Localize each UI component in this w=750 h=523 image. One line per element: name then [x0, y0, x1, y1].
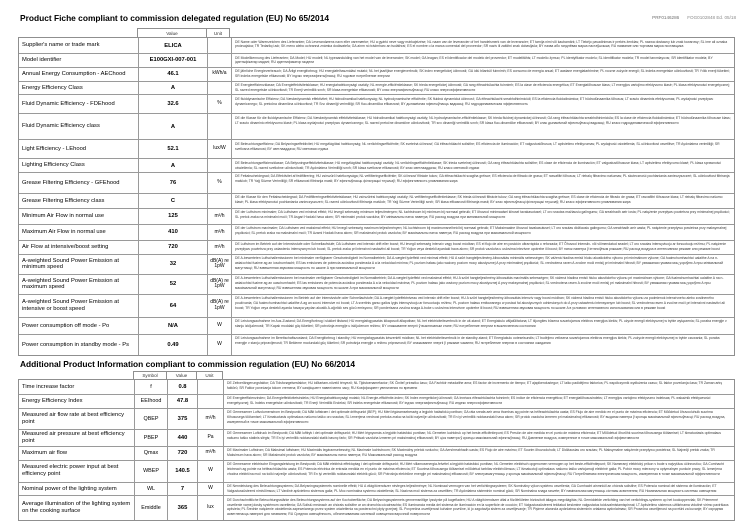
row-unit: Pa: [197, 430, 223, 446]
column-header-value: Value: [166, 30, 178, 36]
row-value: 125: [138, 209, 207, 224]
row-description: DE Modellkennung des Lieferanten; DA Model; HU modell; NL typeaanduiding van het model van de leverancier; SK model; GA leagan; ES el identificador del modelo del proveedor; ET mudelitähis; LT modelio žymuo; PL identyfikator modelu; SL identifikator modela; TR model tanımlayıcısı; SR identifikator modela; BY ідэнтыфікатар мадэлі; RU идентификатор модели: [231, 54, 734, 67]
table-row: [19, 95, 734, 114]
row-symbol: WL: [134, 483, 167, 496]
row-unit: W: [207, 335, 231, 355]
row-value: 52: [138, 275, 207, 294]
table-row: [19, 54, 734, 68]
row-label: Minimum Air Flow in normal use: [22, 213, 105, 220]
row-unit: [207, 159, 231, 172]
row-description: DE Nennleistung des Beleuchtungssystems; DA Belysningssystemets nominelle effekt; HU A világítórendszer névleges teljesítménye; NL Nominaal vermogen van het verlichtingssysteem; SK Nominálny výkon systému osvetlenia; GA Cumhacht ainmniúil an chórais soilsithe; ES Potencia nominal del sistema de iluminación; ET Valgustussüsteemi nimivõimsus; LT Vardinė apšvietimo sistemos galia; PL Moc nominalna systemu oświetlenia; SL Nazivna moč sistema za osvetlitev; TR Aydınlatma sisteminin nominal gücü; SR Nominalna snaga rasvete; BY намінальная магутнасць сістэмы асвятлення; RU Номинальная мощность системы освещения: [223, 483, 734, 496]
row-label: Nominal power of the lighting system: [22, 485, 117, 492]
row-description: DE jährliche Energieverbrauch; DA Årligt energiforbrug; HU energiafelhasználási mutató; NL het jaarlijkse energieverbruik; SK index energetickej účinnosti; GA ídiú bliantúil fuinnimh; ES consumo de energía anual; ET aastane energiatarbimine; PL roczne zużycie energii; SL indeks energetske učinkovitosti; TR Yıllık enerji tüketimi; SR indeks energetske efikasnosti; BY індэкс энергаэфектыўнасці; RU годовое потребление энергии: [231, 68, 734, 81]
row-value: A: [138, 82, 207, 95]
row-value: 7: [167, 483, 197, 496]
row-symbol: WBEP: [134, 461, 167, 482]
row-label: Fluid Dynamic Efficiency - FDEhood: [22, 100, 115, 107]
row-label: Grease Filtering Efficiency class: [22, 197, 105, 204]
table-row: [19, 255, 734, 275]
row-description: DE Leistungsaufnahme im Aus-Zustand; DA Energiforbrug i slukket tilstand; HU energiafogyasztás kikapcsolt állapotban; NL het elektriciteitsverbruik in de uit-stand; ET Energiakulu väljalülitatuna; LT išjungties būsena suvartojamos elektros energijos kiekis; PL użycie energii elektrycznej w trybie wyłączenia; SL poraba energije v stanju izključenosti; TR Kapalı moddaki güç tüketimi; SR potrošnja energije u isključenom režimu; BY спажыванне энергіі ў выключаным стане; RU потребление энергии в выключенном состоянии: [231, 318, 734, 334]
table-row: [19, 395, 734, 409]
row-label: Measured air flow rate at best efficiency point: [22, 412, 125, 425]
row-description: DE Luftstrom im Betrieb auf der Intensivstufe oder Schnellaufstufe; DA Luftstrøm ved intensiv drift eller boost; HU levegő sebesség intenzív vagy boost módban; ES el flujo de aire en posición ultrarrápida o reforzada; ET Õhuvool intensiiv- või võimendatud seadel; LT oro srautas intensyviuoju ar forsuotuoju režimu; PL natężenie przepływu powietrza przy ustawieniu intensywnym lub boost; SL pretok zraka pri intenzivni nastavitvi ali boost; TR Yoğun veya destekli ayardaki hava akımı; SR protok vazduha u uslovima intezivne upotrebe ili boost; BY паток паветра ў інтэнсіўным рэжыме; RU расход воздуха в интенсивном режиме или режиме boost: [231, 241, 734, 254]
table-row: [19, 140, 734, 159]
row-unit: W: [197, 483, 223, 496]
table-row: [19, 68, 734, 82]
row-label: Power consumption off mode - Po: [22, 322, 110, 329]
row-unit: [207, 114, 231, 139]
row-value: 0.49: [138, 335, 207, 355]
row-value: N/A: [138, 318, 207, 334]
row-unit: %: [207, 173, 231, 193]
table-row: [19, 447, 734, 461]
table-row: [19, 241, 734, 255]
table-row: [19, 496, 734, 520]
row-value: 46.1: [138, 68, 207, 81]
table2-column-headers: [133, 371, 223, 379]
row-value: 0.8: [167, 380, 197, 394]
row-description: DE A-bewerteten Luftschallemissionen im Betrieb auf der Intensivstufe oder Schnellaufstufe; DA A-vægtet lydeffektniveau ved intensiv drift eller boost; HU A szűrt hangteljesítmény-kibocsátás intenzív vagy boost módban; SK vážená hladina emisií hluku akustického výkonu za podmienok intenzívneho alebo zosilneného používania; GA fuaimchumhachtaí ualaithe A ag an socrú intensive nó boost; LT A svertinis garso galios lygis intensyviuoju ar forsuotuoju režimu; PL poziom hałasu emitowanego w postaci fal akustycznych odniesionych do A przy ustawieniu intensywnym lub boost; SL vrednotena raven A zvočne moči pri intenzivni nastavitvi ali boost; TR Yoğun veya destekli ayarda havaya yayılan akustik A-ağırlıklı ses gücü emisyonu; SR ponderisana zvučna snaga A-buke u uslovima intenzivne upotrebe ili boost; RU взвешенная звуковая мощность по шкале A в условиях интенсивного использования или в режиме boost: [231, 295, 734, 317]
row-value: 140.5: [167, 461, 197, 482]
doc-code-secondary: FOG0102848 Ed. 05/18: [687, 15, 736, 20]
row-unit: m³/h: [207, 209, 231, 224]
row-unit: kWh/a: [207, 68, 231, 81]
table-row: [19, 409, 734, 430]
row-value: ELICA: [138, 38, 207, 53]
table1-column-headers: [137, 28, 230, 37]
table-row: [19, 461, 734, 483]
table-row: [19, 209, 734, 225]
table-row: [19, 194, 734, 209]
row-description: DE Gemessener Luftdruck im Bestpunkt; DA Målt lufttryk i det optimale driftspunkt; HU Mért légnyomás a legjobb hatásfokú pontban; NL Gemeten luchtdruk op het beste-efficiëntiepunt; ES Presión de aire medida en el punto de máxima eficiencia; ET Mõõdetud õhurõhk suurima tõhususega töötamisel; LT išmatuotasis optimalaus našumo taško statinis slėgis; TR En iyi verimlilik noktasındaki statik basınç farkı; SR Pritisak vazduha izmeren pri maksimalnoj efikasnosti; BY ціск паветра ў кропцы максімальнай эфектыўнасці; RU Давление воздуха, измеренное в точке максимальной эффективности: [223, 430, 734, 446]
table-row: [19, 275, 734, 295]
product-fiche-table: [18, 37, 735, 356]
doc-code-primary: PRF0146286: [652, 15, 680, 20]
row-value: 440: [167, 430, 197, 446]
row-description: DE Energieeffizienzindex; DA Energieffektivitetsindeks; HU Energiahatékonysági mutató; NL Energie-efficiëntie-index; SK Index energetickej účinnosti; GA Innéacs éifeachtúlachta fuinnimh; ES índice de eficiencia energética; ET energiatõhususindeks; LT energijos vartojimo efektyvumo indeksas; PL wskaźnik efektywności energetycznej; SL Indeks energetske učinkovitosti; TR Enerji Verimlilik Endeksi; SR indeks energetske efikasnosti; BY індэкс энергаэфектыўнасці; RU индекс энергоэффективности: [223, 395, 734, 408]
row-value: 47.8: [167, 395, 197, 408]
row-description: DE A-bewerteten Luftschallemissionen bei maximaler verfügbarer Geschwindigkeit im Normalbetrieb; DA A-vægtet lydeffekt ved maksimal effekt; HU A szűrt hangteljesítmény-kibocsátás maximális sebességen; SK vážená hladina emisií hluku akustického výkonu pri maximálnom výkone; GA fuaimchumhachtaí ualaithe A na n-astaíochtaí fuaime ag an uaschumhacht; ES las emisiones de potencia acústica ponderada A a la velocidad máxima; PL poziom hałasu jako ważony poziom mocy akustycznej A przy maksymalnej prędkości; SL vrednotena raven A zvočne moči emisij pri maksimalni hitrosti; BY узважаная гукавая моц узроўню A пры максімальнай магутнасці; RU взвешенная звуковая мощность по шкале A при максимальной мощности: [231, 275, 734, 294]
row-unit: [207, 54, 231, 67]
row-value: 720: [167, 447, 197, 460]
row-description: DE Maximaler Luftstrom; DA Maksimal luftstrøm; HU Maximális legáramsebesség; NL Maximale luchtstroom; SK Maximálny prietok vzduchu; GA Aershreabhadh uasta; ES Flujo de aire máximo; ET Suurim õhuvooluhulk; LT Didžiausias oro srautas; PL Maksymalne natężenie przepływu powietrza; SL Največji pretok zraka; TR Maksimum hava akımı; SR Maksimalni protok vazduha; BY максімальны паток паветра; RU Максимальный расход воздуха: [223, 447, 734, 460]
row-label: A-weighted Sound Power Emission at intensive or boost speed: [22, 299, 119, 312]
row-value: 52.1: [138, 140, 207, 158]
row-label: Model identifier: [22, 56, 62, 63]
row-value: A: [138, 159, 207, 172]
row-unit: [207, 82, 231, 95]
row-label: Supplier's name or trade mark: [22, 42, 100, 49]
row-label: Measured electric power input at best efficiency point: [22, 464, 119, 478]
table-row: [19, 38, 734, 54]
row-description: DE Name oder Warenzeichen des Lieferanten; DA Leverandørens navn eller varemærke; HU a gyártó neve vagy márkajelzése; NL naam van de leverancier of het handelsmerk van de leverancier; ET tarnija nimi või kaubamärk; LT Tiekėjo pavadinimas ir prekės ženklas; PL nazwa dostawcy lub znak towarowy; SL ime ali oznaka proizvajalca; TR Tedarikçi adı; SK meno alebo ochranná známka dodávateľa; GA ainm nó trádmharc an tsoláthraí; ES el nombre o la marca comercial del proveedor; SR naziv ili zaštitni znak dobavljača; BY назва або гандлёвая марка пастаўшчыка; RU название или торговая марка поставщика: [231, 38, 734, 53]
row-label: Fluid Dynamic Efficiency class: [22, 123, 100, 130]
row-description: DE Durchschnittliche Beleuchtungsstärke des Beleuchtungssystems auf der Kochoberfläche; DA Belysningssystemets gennemsnitlige lysstyrke på kogefladen; HU A világítórendszer által a főzőfelületen biztosított átlagos megvilágítás; NL Gemiddelde verlichting van het verlichtings-systeem op het kookoppervlak; SK Priemerné osvetlenie varnej dosky systémom osvetlenia; GA Soilsiú meánach an chórais soilsithe ar an dromchla cócaireachta; ES iluminancia media del sistema de iluminación en la superficie de cocción; ET Valgustussüsteemi tekitatud keskmine valgustatus toiduvalmistamispinnal; LT Apšvietimo sistemos užtikrinama vidutinė virimo paviršiaus apšvieta; PL Średnie natężenie oświetlenia zapewnianego przez system oświetlenia na powierzchni płyty grzejnej; SL Povprečna osvetljenost kuhalne površine, ki jo zagotavlja sistem za osvetljevanje; TR Pişirme alanında aydınlatma sisteminin ortalama aydınlatması; SR Prosečna osvetljenost na površini za kuvanje; BY сярэдняя асветленасць паверхні для гатавання; RU Средняя освещённость, обеспечиваемая системой освещения варочной поверхности: [223, 496, 734, 520]
row-unit: [207, 38, 231, 53]
row-value: A: [138, 114, 207, 139]
row-value: 32: [138, 255, 207, 274]
row-label: Energy Efficiency Class: [22, 84, 83, 91]
row-label: Light Efficiency - LEhood: [22, 145, 87, 152]
row-description: DE die Klasse für den Fettabscheidegrad; DA Fedtfiltreringseffektivitetsklasse; HU zsírszűrési hatékonysági osztály; NL vetfilteringsefficiëntieklasse; SK trieda účinnosti filtrácie tukov; GA rang éifeachtúlachta scagtha gréisce; ES clase de eficiencia de filtrado de grasa; ET rasvafiltri tõhususe klass; LT riebalų filtravimo našumo klasė; PL klasa efektywności pochłaniania zanieczyszczeń; SL razred učinkovitosti filtriranja maščob; TR Yağ Süzme Verimliliği sınıfı; SR klasa efikasnosti filtriranja masti; BY клас эфектыўнасці фільтрацыі тлушчаў; RU класс эффективности улавливания жира: [231, 194, 734, 208]
row-description: DE der Luftstrom maximaler; DA Luftstrøm ved maksimal effekt; HU levegő sebesség maximum teljesítményen; NL luchtstroom bij maximumsnelheid bij normaal gebruik; ET Maksimaalne õhuvool tavakasutusel; LT oro srautas didžiausiu galingumu; GA sreabhadh aeir uasta; PL natężenie przepływu powietrza przy maksymalnej prędkości; SL pretok zraka na maksimalni moči; TR Azami Hızdaki hava akımı; SR maksimalni protok vazduha; BY максімальны паток паветра; RU расход воздуха при максимальной мощности: [231, 225, 734, 240]
row-description: DE Zeitverlängerungsfaktor; DA Tidsforøgelsesfaktor; HU időtartam-növelő tényező; NL Tijdstoenamefactor; SK Činiteľ prírastku času; GA Fachtóir méadaithe ama; ES factor de incremento de tiempo; ET ajapikendustegur; LT laiko padidėjimo faktorius; PL współczynnik wydłużenia czasu; SL faktor povečanja časa; TR Zaman artış faktörü; SR Faktor povećanja tokom vremena; BY каэфіцыент павелічэння часу; RU Коэффициент увеличения по времени: [223, 380, 734, 394]
table-row: [19, 430, 734, 447]
table-row: [19, 159, 734, 173]
row-value: 375: [167, 409, 197, 429]
table-row: [19, 225, 734, 241]
row-description: DE Energieeffizienzklasse; DA Energieffektivitetsklasse; HU energiahatékonysági osztály; NL energie-efficiëntieklasse; SK trieda energetickej účinnosti; GA rang éifeachtúlachta fuinnimh; ES la clase de eficiencia energética; ET Energiatõhususe klass; LT energijos vartojimo efektyvumo klasė; PL klasa efektywności energetycznej; SL razred energetske učinkovitosti; TR Enerji verimlilik sınıfı; SR klasa energetske efikasnosti; BY клас энергаэфектыўнасці; RU класс энергоэффективности: [231, 82, 734, 95]
row-unit: m³/h: [207, 225, 231, 240]
row-label: Annual Energy Consumption - AEChood: [22, 70, 126, 77]
row-unit: W: [207, 318, 231, 334]
row-value: 720: [138, 241, 207, 254]
row-description: DE Fettabscheidegrad; DA Effektivitet af fedtfiltrering; HU zsírszűrő hatékonysága; NL vetfilteringsefficiëntie; SK účinnosť filtrácie tukov; GA éifeachtúlacht scagtha gréisce; ES eficiencia de filtrado de grasa; ET rasvafiltri tõhusus; LT riebalų filtravimo našumas; PL skuteczność pochłaniania zanieczyszczeń; SL učinkovitost filtriranja maščob; TR Yağ Süzme Verimliliği; SR efikasnost filtriranja masti; BY эфектыўнасць фільтрацыі тлушчаў; RU эффективность улавливания жира: [231, 173, 734, 193]
table-row: [19, 295, 734, 318]
row-symbol: EEIhood: [134, 395, 167, 408]
row-value: 64: [138, 295, 207, 317]
row-symbol: QBEP: [134, 409, 167, 429]
row-unit: dB(A) re 1pW: [207, 295, 231, 317]
table-row: [19, 335, 734, 355]
row-unit: [207, 194, 231, 208]
row-description: DE Beleuchtungseffizienzklasse; DA Belysningseffektivitetsklasse; HU megvilágítási hatékonysági osztály; NL verlichtingsefficiëntieklasse; SK trieda svetelnej účinnosti; GA rang éifeachtúlachta soilsithe; ES clase de eficiencia de iluminación; ET valgustustõhususe klass; LT apšvietimo efektyvumo klasė; PL klasa sprawności oświetlenia; SL razred svetlobne učinkovitosti; TR Aydınlatma Verimliliği sınıfı; SR klasa svetlosne efikasnosti; BY клас светлааддачы; RU класс световой отдачи: [231, 159, 734, 172]
row-description: DE Leistungsaufnahme im Bereitschaftszustand; DA Energiforbrug i standby; HU energiafogyasztás készenléti módban; NL het elektriciteitsverbruik in de standby-stand; ET Energiakulu ooteseisundis; LT budėjimo veiksena suvartojamos elektros energijos kiekis; PL zużycie energii elektrycznej w trybie czuwania; SL poraba energije v stanju pripravljenosti; TR Bekleme modundaki güç tüketimi; SR potrošnja energije u režimu pripravnosti; BY спажыванне энергіі ў рэжыме чакання; RU потребление энергии в состоянии ожидания: [231, 335, 734, 355]
row-description: DE Beleuchtungseffizienz; DA Belysningseffektivitet; HU megvilágítási hatékonyság; NL verlichtingsefficiëntie; SK svetelná účinnosť; GA éifeachtúlacht soilsithe; ES eficiencia de iluminación; ET valgustustõhusus; LT apšvietimo efektyvumas; PL wydajność oświetlenia; SL učinkovitost osvetlitve; TR Aydınlatma verimliliği; SR svetlosna efikasnost; BY светлааддача; RU световая отдача: [231, 140, 734, 158]
table-row: [19, 82, 734, 96]
column-header-symbol: Symbol: [142, 372, 158, 378]
row-unit: [197, 395, 223, 408]
row-value: 32.6: [138, 95, 207, 113]
row-description: DE fluiddynamische Effizienz; DA Væskedynamisk effektivitet; HU hidrodinamikai hatékonyság; NL hydrodynamische efficiëntie; SK fluidná dynamická účinnosť; GA éifeachtúlacht sreabhdhinimiciúil; ES la eficiencia fluidodinámica; ET hüdrodünaamika tõhusus; LT srauto dinaminis efektyvumas; PL wydajność przepływu dynamicznego; SL pretočna dinamična učinkovitost; TR Sıvı dinamiği verimliliği; SR fluo-dinamička efikasnost; BY дынамічная эфектыўнасць вадкасці; RU гидродинамическая эффективность: [231, 95, 734, 113]
row-label: Maximum air flow: [22, 449, 68, 456]
row-unit: m³/h: [197, 409, 223, 429]
row-value: E100GXI-007-001: [138, 54, 207, 67]
row-symbol: PBEP: [134, 430, 167, 446]
row-label: Average illumination of the lighting system on the cooking surface: [22, 501, 131, 515]
row-unit: [197, 380, 223, 394]
row-unit: dB(A) re 1pW: [207, 275, 231, 294]
table-row: [19, 173, 734, 194]
fiche-title: Product Fiche compliant to commission delegated regulation (EU) No 65/2014: [20, 13, 330, 23]
row-symbol: Qmax: [134, 447, 167, 460]
row-value: 410: [138, 225, 207, 240]
row-description: DE die Klasse für die fluiddynamische Effizienz; DA Væskedynamisk effektivitetsklasse; HU hidrodinamikai hatékonysági osztály; NL hydrodynamische-efficiëntieklasse; SK trieda fluidnej dynamickej účinnosti; GA rang éifeachtúlachta sreabhdhinimiciúla; ES la clase de eficiencia fluidodinámica; ET hüdrodünaamika tõhususe klass; LT srauto dinaminio efektyvumo klasė; PL klasa wydajności przepływu dynamicznego; SL razred pretočne dinamične učinkovitosti; TR sıvı dinamiği verimlilik sınıfı; SR klasa fluo-dinamičke efikasnosti; BY клас дынамічнай эфектыўнасці вадкасці; RU класс гидродинамической эффективности: [231, 114, 734, 139]
row-label: Measured air pressure at best efficiency point: [22, 431, 125, 444]
row-description: DE Gemessener Luftvolumenstrom im Bestpunkt; DA Målt luftstrøm i det optimale driftspunkt (BEP); HU Mért légáramsebesség a legjobb hatásfokú pontban; GA ráta sreafa aeir arna thomhas ag pointe na héifeachtúlachta uasta; ES Flujo de aire medido en el punto de máxima eficiencia; ET Mõõdetud õhuvooluhulk suurima tõhususega töötamisel; LT išmatuotasis optimalaus našumo taško oro srautas; SL Izmerjena vrednost pretoka zraka na točki največje učinkovitosti; TR En iyi verimlilik noktasındaki hava akımı; SR protok vazduha izmeren pri maksimalnoj efikasnosti; BY выдатак паветра ў кропцы максімальнай эфектыўнасці; RU расход воздуха, измеренный в точке максимальной эффективности: [223, 409, 734, 429]
table-row: [19, 380, 734, 395]
row-symbol: Emiddle: [134, 496, 167, 520]
row-unit: dB(A) re 1pW: [207, 255, 231, 274]
row-label: Lighting Efficiency Class: [22, 162, 85, 169]
row-label: Air Flow at intensive/boost setting: [22, 244, 109, 251]
row-label: Grease Filtering Efficiency - GFEhood: [22, 179, 120, 186]
row-label: Energy Efficiency Index: [22, 398, 83, 405]
row-label: Maximum Air Flow in normal use: [22, 229, 106, 236]
additional-info-table: [18, 379, 735, 521]
row-value: 365: [167, 496, 197, 520]
row-unit: %: [207, 95, 231, 113]
row-label: A-weighted Sound Power Emission at maximum speed: [22, 277, 119, 291]
column-header-value: Value: [166, 372, 196, 379]
row-unit: m³/h: [207, 241, 231, 254]
column-header-unit: Unit: [196, 372, 222, 379]
row-description: DE Gemessene elektrische Eingangsleistung im Bestpunkt; DA Målt elektrisk effektoptag i det optimale driftspunkt; HU Mért villamosenergia-felvétel a legjobb hatásfokú pontban; NL Gemeten elektrisch opgenomen vermogen op het beste-efficiëntiepunt; SK Nameraný elektrický príkon v bode s najvyššou účinnosťou; GA Cumhacht leictreach ag pointe na héifeachtúlachta uasta; ES Potencia eléctrica de entrada medida en el punto de máxima eficiencia; ET Suurima tõhususega töötamisel mõõdetud tarbitav elektrivõimsus; LT išmatuotoji optimalaus našumo taško vartojamoji elektrinė galia; PL Pobór mocy mierzony w optymalnym punkcie pracy; SL Izmerjena vhodna električna moč na točki največje učinkovitosti; TR En iyi verimlilik noktasındaki elektrik gücü; SR Potrošnja električne energije pri maksimalnoj efikasnosti; BY электрамагутнасць у кропцы максімальнай эфектыўнасці; RU Потребляемая электрическая мощность, измеренная в точке максимальной эффективности: [223, 461, 734, 482]
row-description: DE der Luftstrom minimaler; DA Luftstrøm ved minimal effekt; HU levegő sebesség minimum teljesítményen; NL luchtstroom bij minimum bij normaal gebruik; ET õhuvool minimaalsel kiirusel tavakasutusel; LT oro srautas mažiausiu galingumu; GA sreabhadh aeir íosta; PL natężenie przepływu powietrza przy minimalnej prędkości; SL pretok zraka na minimalni moči; TR Asgari Hızdaki hava akımı; SR minimalni protok vazduha; BY мінімальны паток паветра; RU расход воздуха при минимальной мощности: [231, 209, 734, 224]
row-description: DE A-bewerteten Luftschallemissionen bei minimaler verfügbarer Geschwindigkeit im Normalbetrieb; DA A-vægtet lydeffekt ved minimal effekt; HU A szűrt hangteljesítmény-kibocsátás minimális sebességen; SK vážená hladina emisií hluku akustického výkonu pri minimálnom výkone; GA fuaimchumhachtaí ualaithe A na n-astaíochtaí fuaime ag an íoschumhacht; ES las emisiones de potencia acústica ponderada A a la velocidad mínima; PL poziom hałasu jako ważony poziom mocy akustycznej A przy minimalnej prędkości; SL vrednotena raven A zvočne moči emisij pri minimalni hitrosti; BY узважаная гукавая моц узроўню A пры мінімальнай магутнасці; RU взвешенная звуковая мощность по шкале A при минимальной мощности: [231, 255, 734, 274]
table-row: [19, 114, 734, 140]
row-value: C: [138, 194, 207, 208]
row-value: 76: [138, 173, 207, 193]
row-symbol: f: [134, 380, 167, 394]
row-unit: m³/h: [197, 447, 223, 460]
table-row: [19, 483, 734, 497]
row-unit: lux: [197, 496, 223, 520]
row-label: Time increase factor: [22, 383, 75, 390]
row-unit: lux/W: [207, 140, 231, 158]
document-codes: [652, 15, 736, 20]
row-label: Power consumption in standby mode - Ps: [22, 341, 129, 348]
column-header-unit: Unit: [206, 29, 229, 37]
table-row: [19, 318, 734, 335]
row-unit: W: [197, 461, 223, 482]
additional-info-title: Additional Product Information compliant to commission regulation (EU) No 66/2014: [20, 358, 356, 369]
row-label: A-weighted Sound Power Emission at minimum speed: [22, 257, 119, 271]
